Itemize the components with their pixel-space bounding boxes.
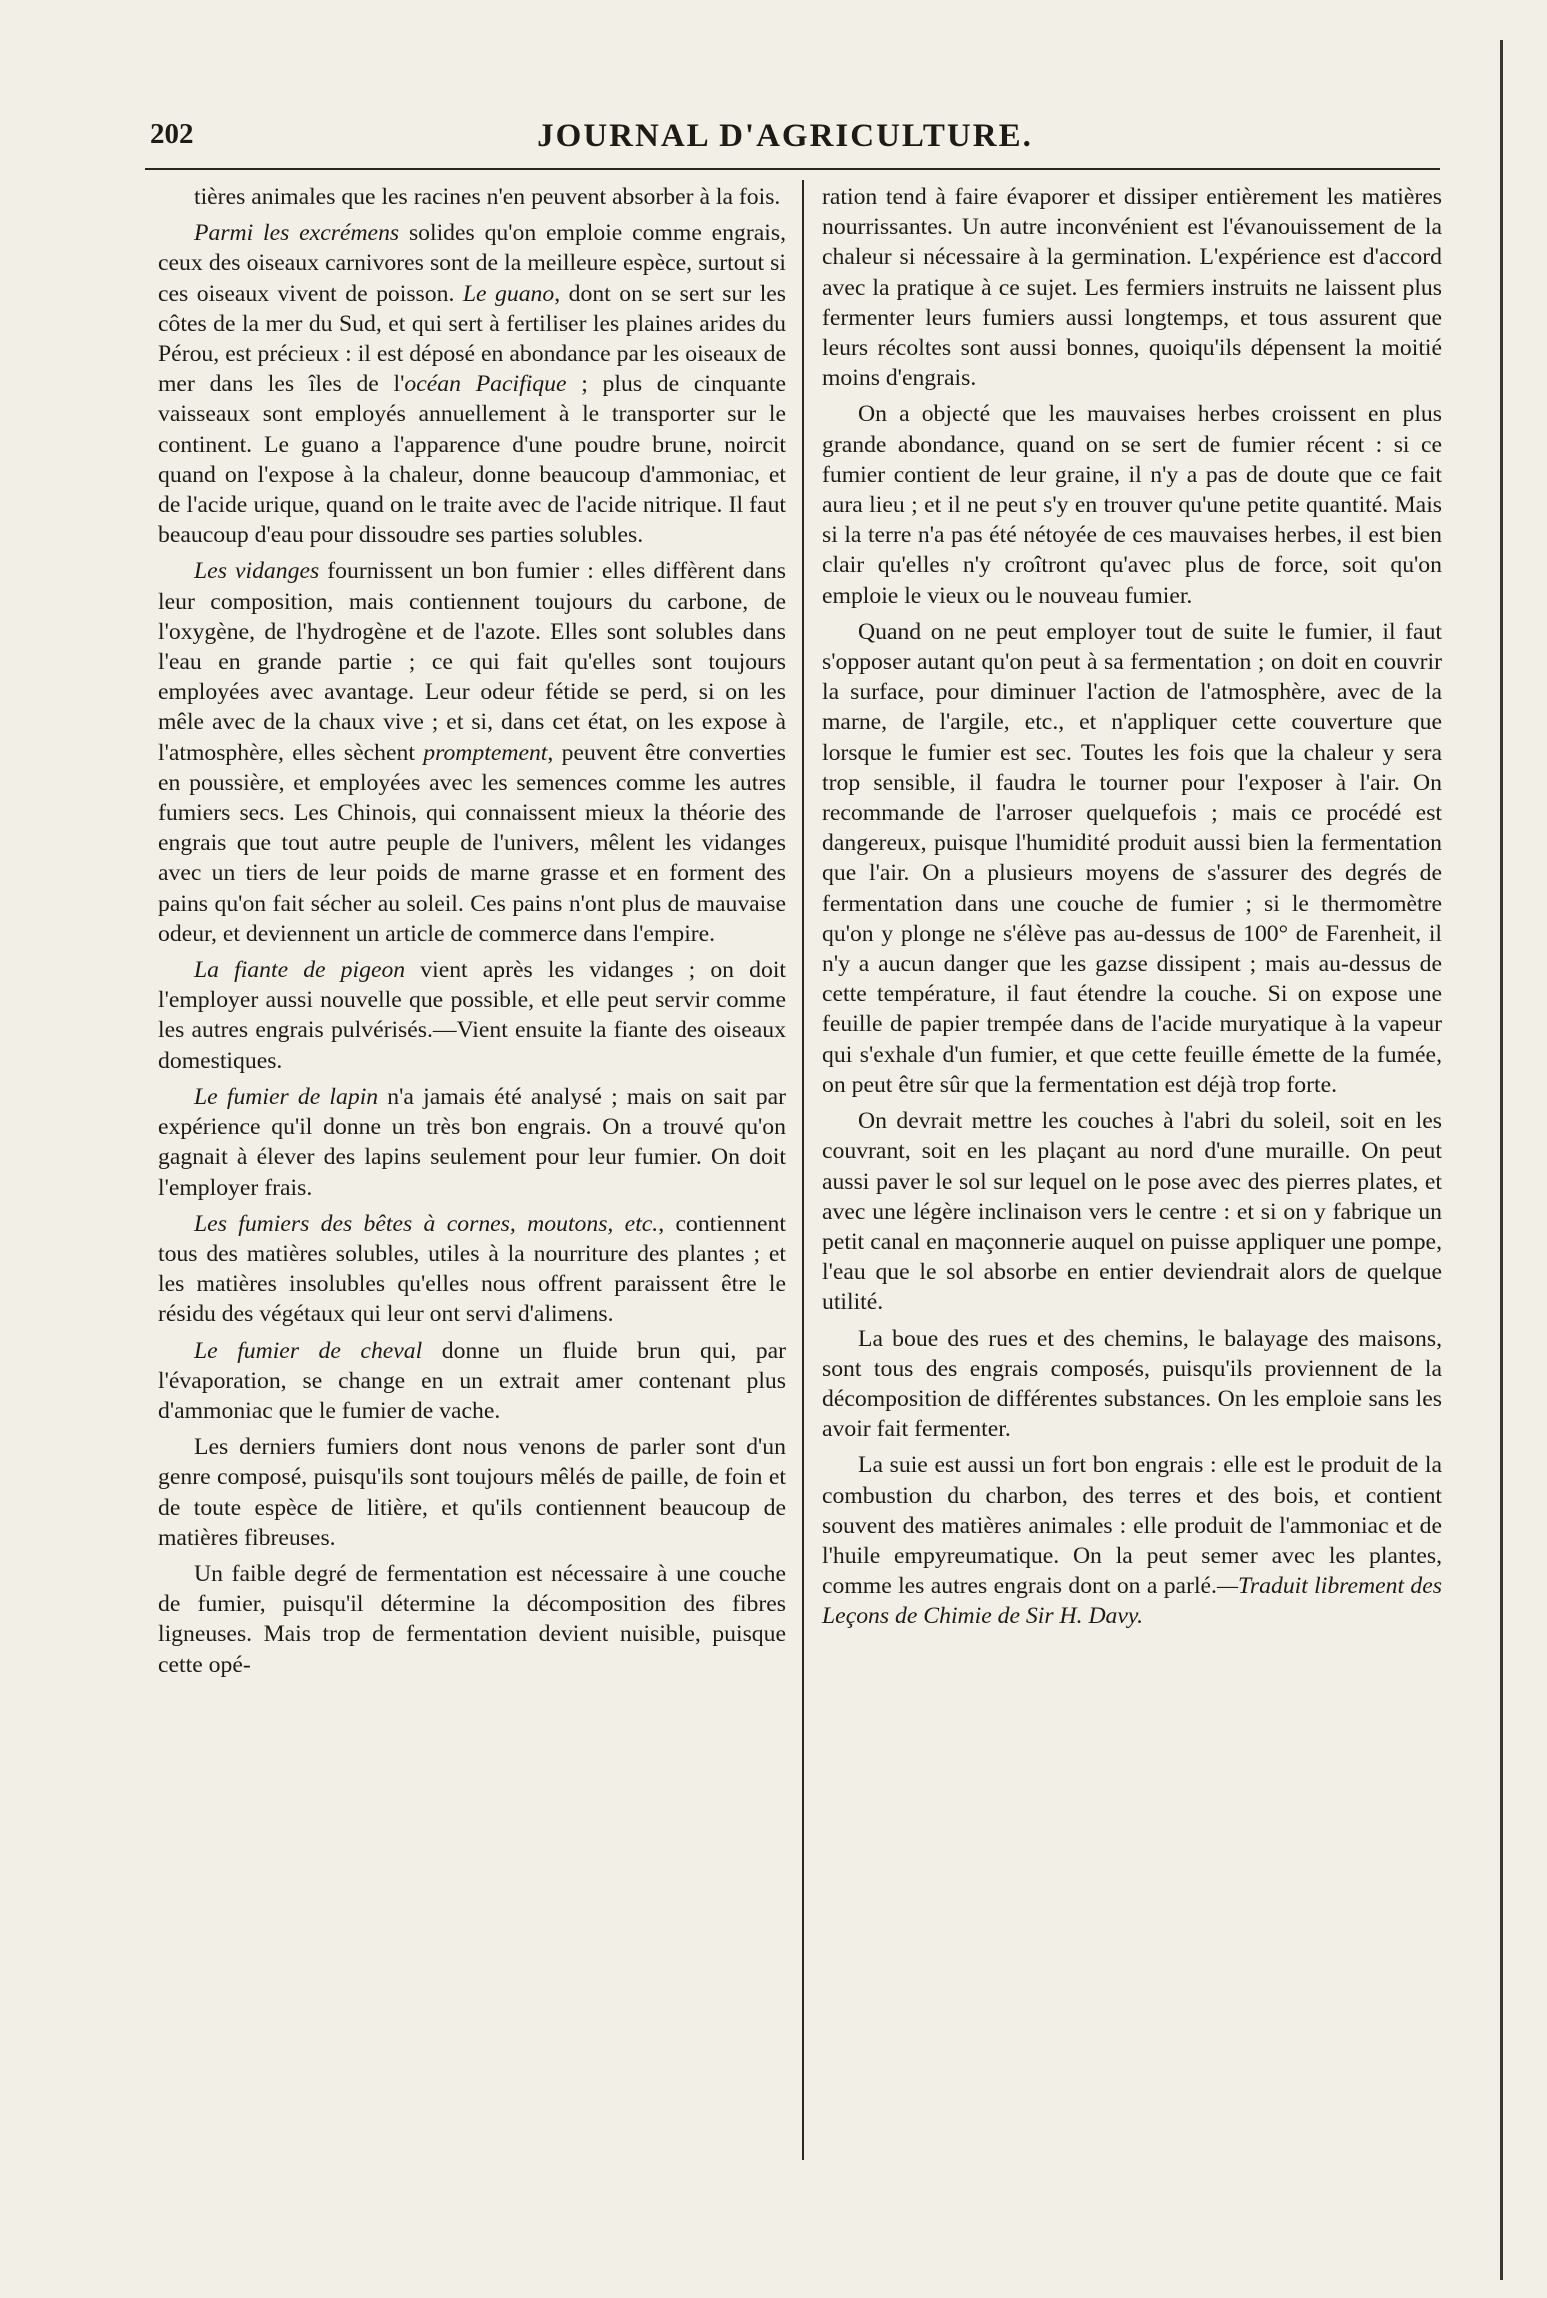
text-run: tières animales que les racines n'en peuvent absorber à la fois.: [194, 184, 781, 210]
text-run: , contiennent tous des matières solubles, utiles à la nourriture des plantes ; et les matières insolubles qu'elles nous offrent paraissent être le résidu des végétaux qui leur ont servi d'alimens.: [158, 1210, 786, 1328]
text-run: On a objecté que les mauvaises herbes croissent en plus grande abondance, quand on se sert de fumier récent : si ce fumier contient de leur graine, il n'y a pas de doute que ce fait aura lieu ; et il ne peut s'y en trouver qu'une petite quantité. Mais si la terre n'a pas été nétoyée de ces mauvaises herbes, il est bien clair qu'elles n'y croîtront qu'avec plus de force, soit qu'on emploie le vieux ou le nouveau fumier.: [822, 401, 1442, 609]
page-number: 202: [150, 118, 194, 150]
italic-run: excrémens: [299, 220, 400, 247]
running-title: JOURNAL D'AGRICULTURE.: [537, 118, 1033, 154]
paragraph: [822, 1324, 1442, 1445]
text-run: fournissent un bon fumier : elles diffèrent dans leur composition, mais contiennent toujours du carbone, de l'oxygène, de l'hydrogène et de l'azote. Elles sont solubles dans l'eau en grande partie ; ce qui fait qu'elles sont toujours employées avec avantage. Leur odeur fétide se perd, si on les mêle avec de la chaux vive ; et si, dans cet état, on les expose à l'atmosphère, elles sèchent: [158, 558, 786, 766]
text-run: , dont on se sert sur les côtes de la mer du Sud, et qui sert à fertiliser les plaines arides du Pérou, est précieux : il est déposé en abondance par les oiseaux de mer dans les îles de l': [158, 280, 787, 398]
column-divider: [802, 180, 804, 2160]
paragraph: [822, 399, 1442, 610]
paragraph: [158, 955, 786, 1076]
text-run: solides qu'on emploie comme engrais, ceux des oiseaux carnivores sont de la meilleure espèce, surtout si ces oiseaux vivent de poisson.: [158, 220, 786, 307]
paragraph: [158, 1432, 786, 1553]
text-run: La boue des rues et des chemins, le balayage des maisons, sont tous des engrais composés, puisqu'ils proviennent de la décomposition de différentes substances. On les emploie sans les avoir fait fermenter.: [822, 1325, 1442, 1443]
paragraph: [158, 1559, 786, 1680]
text-run: , peuvent être converties en poussière, et employées avec les semences comme les autres fumiers secs. Les Chinois, qui connaissent mieux la théorie des engrais que tout autre peuple de l'univers, mêlent les vidanges avec un tiers de leur poids de marne grasse et en forment des pains qu'on fait sécher au soleil. Ces pains n'ont plus de mauvaise odeur, et deviennent un article de commerce dans l'empire.: [158, 739, 786, 947]
italic-run: Le fumier de lapin: [194, 1083, 379, 1110]
header-rule: [145, 168, 1440, 170]
text-run: Les derniers fumiers dont nous venons de parler sont d'un genre composé, puisqu'ils sont toujours mêlés de paille, de foin et de toute espèce de litière, et qu'ils contiennent beaucoup de matières fibreuses.: [158, 1434, 786, 1551]
paragraph: [158, 218, 786, 550]
italic-run: Le guano: [462, 280, 555, 307]
text-run: donne un fluide brun qui, par l'évaporation, se change en un extrait amer contenant plus d'ammoniac que le fumier de vache.: [158, 1337, 787, 1424]
paragraph: [158, 1336, 786, 1427]
text-run: vient après les vidanges ; on doit l'employer aussi nouvelle que possible, et elle peut servir comme les autres engrais pulvérisés.—Vient ensuite la fiante des oiseaux domestiques.: [158, 957, 786, 1074]
text-run: La suie est aussi un fort bon engrais : elle est le produit de la combustion du charbon, des terres et des bois, et contient souvent des matières animales : elle produit de l'ammoniac et de l'huile empyreumatique. On la peut semer avec les plantes, comme les autres engrais dont on a parlé.: [822, 1452, 1442, 1600]
paragraph: [158, 1082, 786, 1203]
italic-run: —Traduit librement des Leçons de Chimie de Sir H. Davy.: [822, 1573, 1442, 1630]
paragraph: [158, 182, 786, 212]
paragraph: [822, 182, 1442, 393]
text-run: n'a jamais été analysé ; mais on sait par expérience qu'il donne un très bon engrais. On a trouvé qu'on gagnait à élever des lapins seulement pour leur fumier. On doit l'employer frais.: [158, 1083, 786, 1201]
italic-run: océan Pacifique: [404, 371, 567, 398]
paragraph: [822, 1450, 1442, 1631]
italic-run: promptement: [423, 739, 548, 766]
text-run: On devrait mettre les couches à l'abri du soleil, soit en les couvrant, soit en les plaçant au nord d'une muraille. On peut aussi paver le sol sur lequel on le pose avec des pierres plates, et avec une légère inclinaison vers le centre : et si on y fabrique un petit canal en maçonnerie auquel on puisse appliquer une pompe, l'eau que le sol absorbe en entier deviendrait alors de quelque utilité.: [822, 1108, 1442, 1316]
italic-run: Parmi les: [194, 220, 300, 247]
right-column: [822, 182, 1442, 1638]
italic-run: Les fumiers des bêtes à cornes, moutons, etc.: [194, 1210, 659, 1237]
page-header: [130, 118, 1440, 162]
page-edge-rule: [1500, 40, 1503, 2280]
paragraph: [822, 617, 1442, 1100]
text-run: Quand on ne peut employer tout de suite le fumier, il faut s'opposer autant qu'on peut à sa fermentation ; on doit en couvrir la surface, pour diminuer l'action de l'atmosphère, avec de la marne, de l'argile, etc., et n'appliquer cette couverture que lorsque le fumier est sec. Toutes les fois que la chaleur y sera trop sensible, il faudra le tourner pour l'exposer à l'air. On recommande de l'arroser quelquefois ; mais ce procédé est dangereux, puisque l'humidité produit aussi bien la fermentation que l'air. On a plusieurs moyens de s'assurer des degrés de fermentation dans une couche de fumier ; si le thermomètre qu'on y plonge ne s'élève pas au-dessus de 100° de Farenheit, il n'y a aucun danger que les gazse dissipent ; mais au-dessus de cette température, il faut étendre la couche. Si on expose une feuille de papier trempée dans de l'acide muryatique à la vapeur qui s'exhale d'un fumier, et que cette feuille émette de la fumée, on peut être sûr que la fermentation est déjà trop forte.: [822, 618, 1442, 1098]
italic-run: La fiante de pigeon: [194, 957, 406, 984]
paragraph: [158, 556, 786, 949]
paragraph: [158, 1209, 786, 1330]
paragraph: [822, 1106, 1442, 1317]
italic-run: Les vidanges: [194, 558, 320, 585]
left-column: [158, 182, 786, 1686]
text-run: ; plus de cinquante vaisseaux sont employés annuellement à le transporter sur le continent. Le guano a l'apparence d'une poudre brune, noircit quand on l'expose à la chaleur, donne beaucoup d'ammoniac, et de l'acide urique, quand on le traite avec de l'acide nitrique. Il faut beaucoup d'eau pour dissoudre ses parties solubles.: [158, 371, 786, 549]
text-run: ration tend à faire évaporer et dissiper entièrement les matières nourrissantes. Un autre inconvénient est l'évanouissement de la chaleur si nécessaire à la germination. L'expérience est d'accord avec la pratique à ce sujet. Les fermiers instruits ne laissent plus fermenter leurs fumiers aussi longtemps, et tous assurent que leurs récoltes sont aussi bonnes, quoiqu'ils dépensent la moitié moins d'engrais.: [822, 184, 1442, 392]
text-run: Un faible degré de fermentation est nécessaire à une couche de fumier, puisqu'il détermine la décomposition des fibres ligneuses. Mais trop de fermentation devient nuisible, puisque cette opé-: [158, 1560, 786, 1678]
italic-run: Le fumier de cheval: [194, 1337, 423, 1364]
